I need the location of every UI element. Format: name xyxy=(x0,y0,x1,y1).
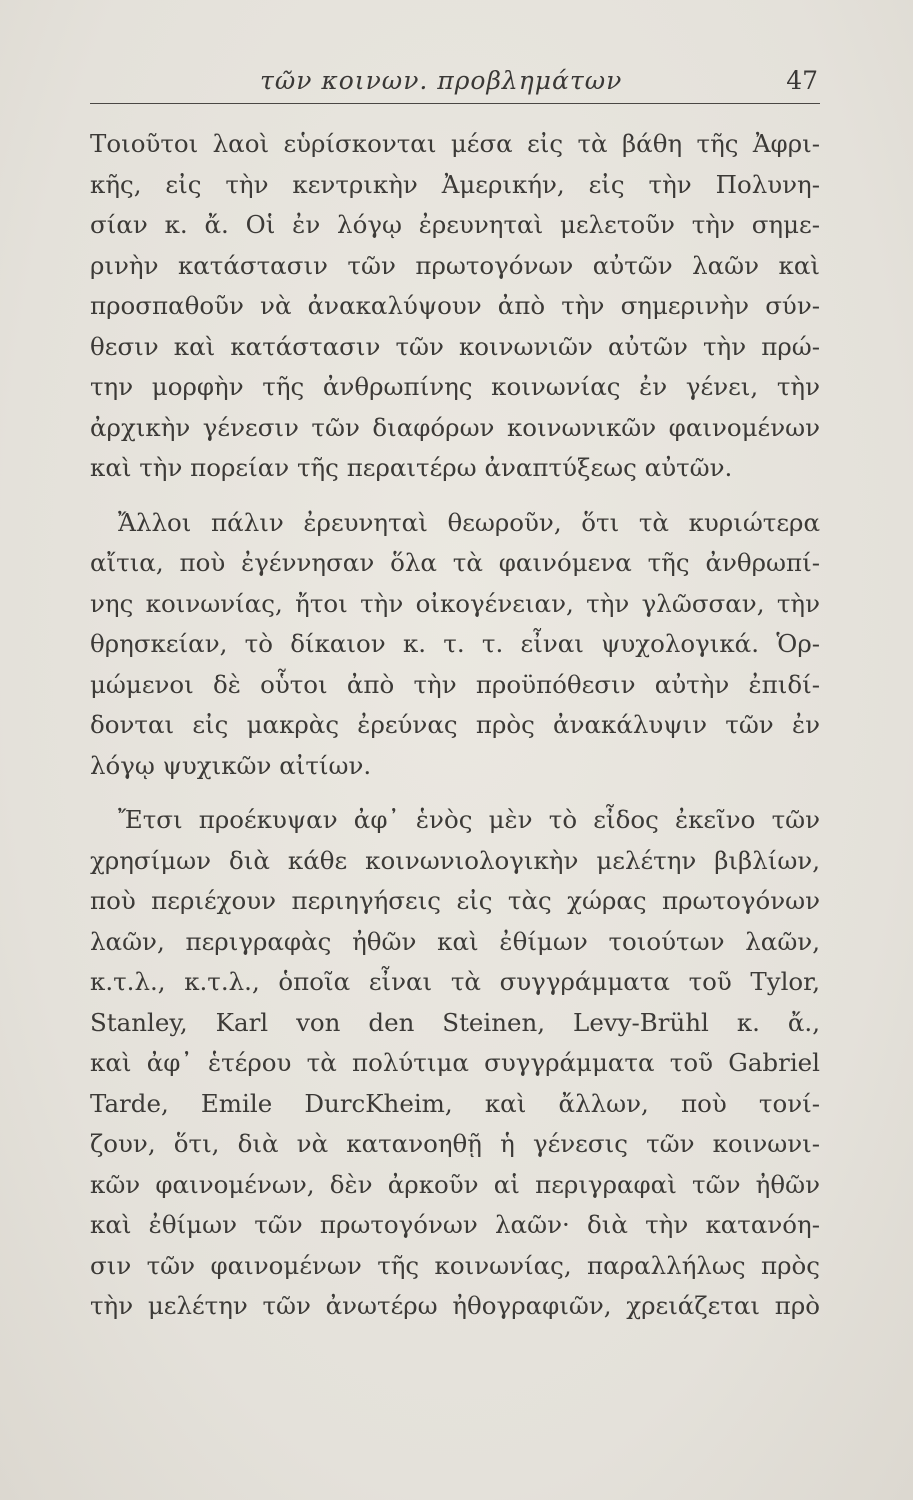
text-line: Ἄλλοι πάλιν ἐρευνηταὶ θεωροῦν, ὅτι τὰ κυριώτερα xyxy=(118,507,820,537)
paragraph xyxy=(90,503,820,787)
text-line: Ἔτσι προέκυψαν ἀφ᾽ ἑνὸς μὲν τὸ εἶδος ἐκεῖνο τῶν xyxy=(118,805,820,834)
text-line: την μορφὴν τῆς ἀνθρωπίνης κοινωνίας ἐν γένει, τὴν xyxy=(90,372,820,401)
running-head xyxy=(90,62,820,102)
text-line: λόγῳ ψυχικῶν αἰτίων. xyxy=(90,750,372,780)
text-line: κῆς, εἰς τὴν κεντρικὴν Ἀμερικήν, εἰς τὴν Πολυνη- xyxy=(90,169,820,199)
text-line: καὶ ἀφ᾽ ἑτέρου τὰ πολύτιμα συγγράμματα τοῦ Gabriel xyxy=(90,1048,820,1077)
text-line: χρησίμων διὰ κάθε κοινωνιολογικὴν μελέτην βιβλίων, xyxy=(90,845,820,875)
paragraph xyxy=(90,800,820,1327)
text-line: Τοιοῦτοι λαοὶ εὑρίσκονται μέσα εἰς τὰ βάθη τῆς Ἀφρι- xyxy=(90,129,820,158)
text-line: σιν τῶν φαινομένων τῆς κοινωνίας, παραλλήλως πρὸς xyxy=(90,1250,820,1280)
text-line: προσπαθοῦν νὰ ἀνακαλύψουν ἀπὸ τὴν σημερινὴν σύν- xyxy=(90,291,820,320)
text-line: θρησκείαν, τὸ δίκαιον κ. τ. τ. εἶναι ψυχολογικά. Ὁρ- xyxy=(90,629,820,658)
text-line: σίαν κ. ἄ. Οἱ ἐν λόγῳ ἐρευνηταὶ μελετοῦν τὴν σημε- xyxy=(90,210,820,239)
paragraph-gap xyxy=(90,786,820,800)
text-line: ρινὴν κατάστασιν τῶν πρωτογόνων αὐτῶν λαῶν καὶ xyxy=(90,250,820,280)
paragraph xyxy=(90,124,820,489)
page-number: 47 xyxy=(786,66,818,95)
text-line: μώμενοι δὲ οὗτοι ἀπὸ τὴν προϋπόθεσιν αὐτὴν ἐπιδί- xyxy=(90,669,820,699)
text-line: δονται εἰς μακρὰς ἐρεύνας πρὸς ἀνακάλυψιν τῶν ἐν xyxy=(90,710,820,739)
header-rule xyxy=(90,103,820,104)
text-line: λαῶν, περιγραφὰς ἠθῶν καὶ ἐθίμων τοιούτων λαῶν, xyxy=(90,926,820,956)
text-line: Tarde, Emile DurcKheim, καὶ ἄλλων, ποὺ τονί- xyxy=(90,1088,820,1118)
running-head-title: τῶν κοινων. προβλημάτων xyxy=(260,66,623,95)
text-line: καὶ τὴν πορείαν τῆς περαιτέρω ἀναπτύξεως αὐτῶν. xyxy=(90,453,733,482)
text-line: ποὺ περιέχουν περιηγήσεις εἰς τὰς χώρας πρωτογόνων xyxy=(90,886,820,915)
paragraph-gap xyxy=(90,489,820,503)
body-text xyxy=(90,124,820,1327)
text-line: αἴτια, ποὺ ἐγέννησαν ὅλα τὰ φαινόμενα τῆς ἀνθρωπί- xyxy=(90,548,820,577)
text-line: ζουν, ὅτι, διὰ νὰ κατανοηθῇ ἡ γένεσις τῶν κοινωνι- xyxy=(90,1129,820,1158)
text-line: κ.τ.λ., κ.τ.λ., ὁποῖα εἶναι τὰ συγγράμματα τοῦ Tylor, xyxy=(90,967,820,996)
text-line: ἀρχικὴν γένεσιν τῶν διαφόρων κοινωνικῶν φαινομένων xyxy=(90,412,820,442)
text-line: τὴν μελέτην τῶν ἀνωτέρω ἠθογραφιῶν, χρειάζεται πρὸ xyxy=(90,1291,820,1320)
text-line: Stanley, Karl von den Steinen, Levy-Brühl κ. ἄ., xyxy=(90,1007,820,1037)
text-line: καὶ ἐθίμων τῶν πρωτογόνων λαῶν· διὰ τὴν κατανόη- xyxy=(90,1210,820,1239)
text-line: νης κοινωνίας, ἤτοι τὴν οἰκογένειαν, τὴν γλῶσσαν, τὴν xyxy=(90,588,820,618)
text-line: κῶν φαινομένων, δὲν ἀρκοῦν αἱ περιγραφαὶ τῶν ἠθῶν xyxy=(90,1169,820,1199)
text-line: θεσιν καὶ κατάστασιν τῶν κοινωνιῶν αὐτῶν τὴν πρώ- xyxy=(90,331,820,361)
